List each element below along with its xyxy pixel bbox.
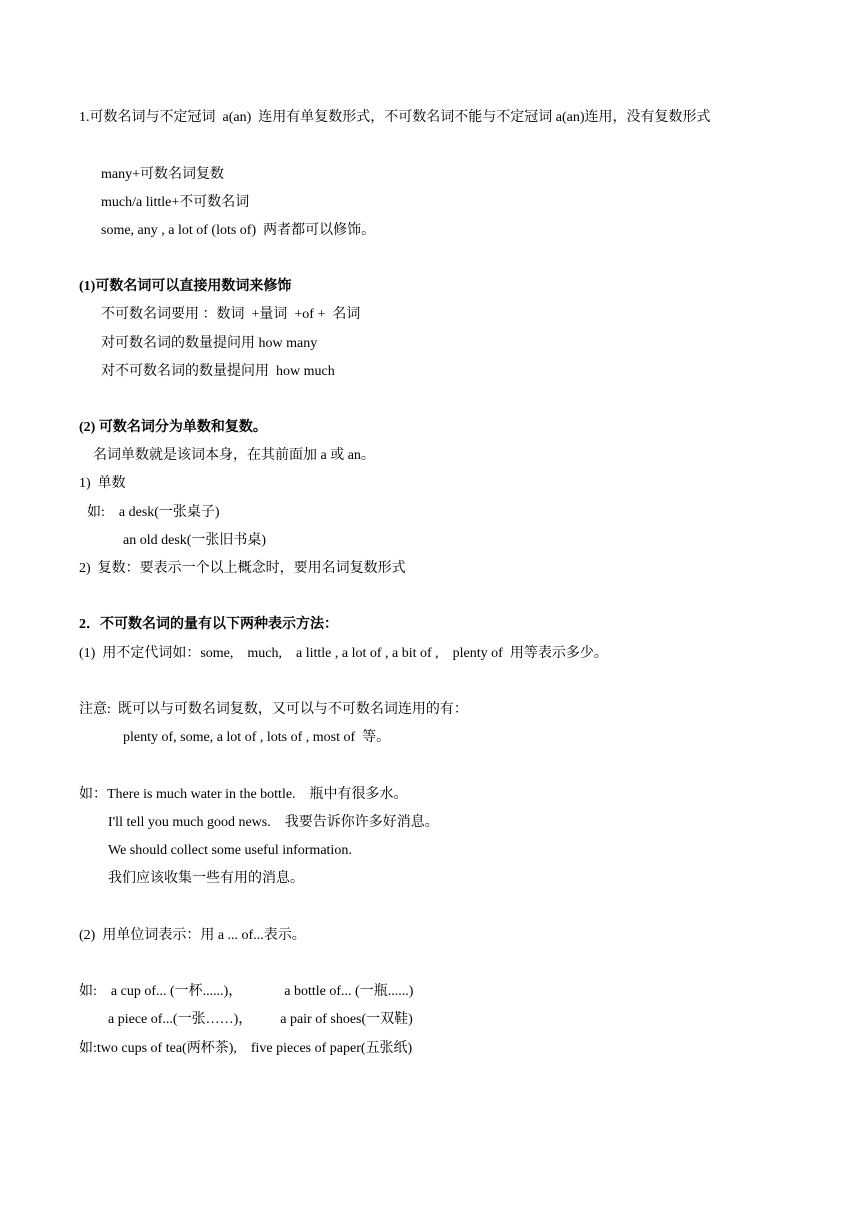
example-sentence-1: 如：There is much water in the bottle. 瓶中有很多水。 (79, 787, 408, 802)
some-any-rule: some, any , a lot of (lots of) 两者都可以修饰。 (101, 223, 376, 238)
much-rule: much/a little+不可数名词 (101, 195, 250, 210)
unit-examples-1: 如: a cup of... (一杯......)， a bottle of... (一瓶......) (79, 984, 414, 999)
uncountable-usage: 不可数名词要用 ：数词 +量词 +of + 名词 (101, 307, 361, 322)
singular-example-1: 如: a desk(一张桌子) (87, 505, 220, 520)
plural-label: 2) 复数：要表示一个以上概念时，要用名词复数形式 (79, 561, 406, 576)
rule-1-statement: 1.可数名词与不定冠词 a(an) 连用有单复数形式，不可数名词不能与不定冠词 a(an)连用，没有复数形式 (79, 110, 711, 125)
unit-examples-3: 如:two cups of tea(两杯茶), five pieces of paper(五张纸) (79, 1041, 413, 1056)
section-2-main-heading: 2．不可数名词的量有以下两种表示方法： (79, 617, 338, 632)
unit-examples-2: a piece of...(一张……)， a pair of shoes(一双鞋) (108, 1012, 413, 1027)
example-sentence-2: I'll tell you much good news. 我要告诉你许多好消息。 (108, 815, 439, 830)
singular-definition: 名词单数就是该词本身，在其前面加 a 或 an。 (93, 448, 375, 463)
how-much-note: 对不可数名词的数量提问用 how much (101, 364, 335, 379)
note-examples: plenty of, some, a lot of , lots of , most of 等。 (123, 730, 391, 745)
section-1-heading: (1)可数名词可以直接用数词来修饰 (79, 279, 292, 294)
method-2: (2) 用单位词表示：用 a ... of...表示。 (79, 928, 306, 943)
singular-label: 1) 单数 (79, 476, 126, 491)
section-2-heading: (2) 可数名词分为单数和复数。 (79, 420, 267, 435)
how-many-note: 对可数名词的数量提问用 how many (101, 336, 318, 351)
example-sentence-3: We should collect some useful information. (108, 843, 352, 858)
method-1: (1) 用不定代词如：some, much, a little , a lot of , a bit of , plenty of 用等表示多少。 (79, 646, 608, 661)
note-line: 注意: 既可以与可数名词复数，又可以与不可数名词连用的有： (79, 702, 468, 717)
many-rule: many+可数名词复数 (101, 167, 224, 182)
example-sentence-3-translation: 我们应该收集一些有用的消息。 (108, 871, 304, 886)
singular-example-2: an old desk(一张旧书桌) (123, 533, 267, 548)
